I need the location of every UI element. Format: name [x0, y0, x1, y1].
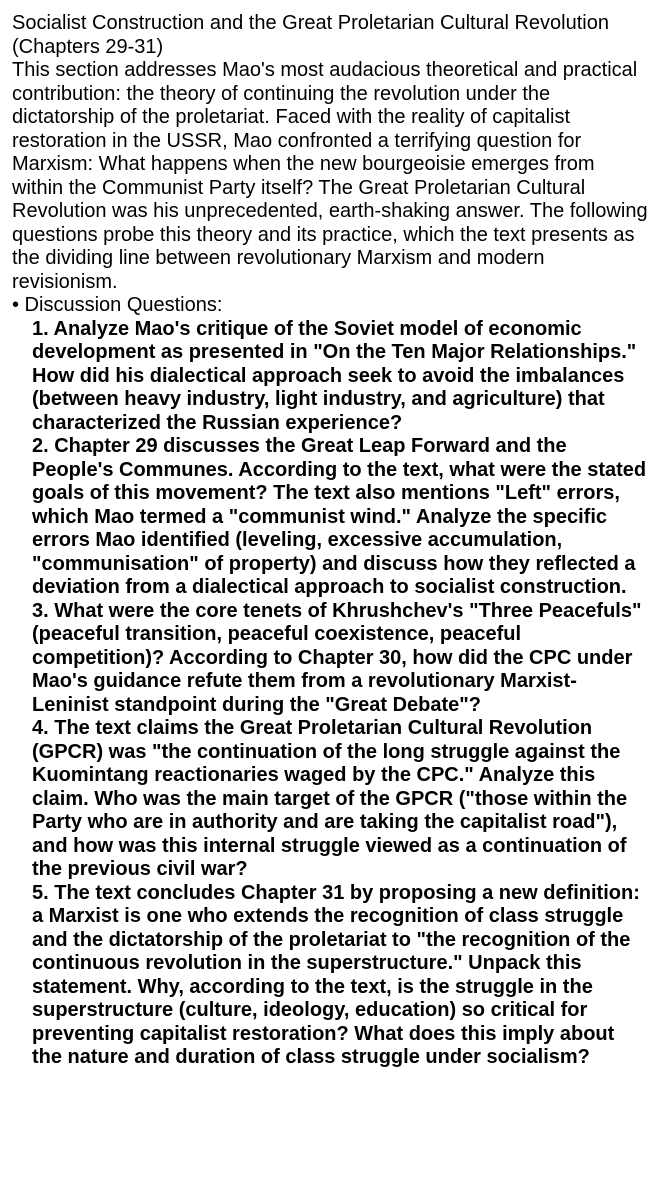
question-item: 5. The text concludes Chapter 31 by proposing a new definition: a Marxist is one who extends the recognition of class struggle and the dictatorship of the proletariat to "the recognition of the continuous revolution in the superstructure." Unpack this statement. Why, according to the text, is the struggle in the superstructure (culture, ideology, education) so critical for preventing capitalist restoration? What does this imply about the nature and duration of class struggle under socialism?: [32, 881, 640, 1068]
intro-paragraph: This section addresses Mao's most audacious theoretical and practical contribution: the theory of continuing the revolution under the dictatorship of the proletariat. Faced with the reality of capitalist restoration in the USSR, Mao confronted a terrifying question for Marxism: What happens when the new bourgeoisie emerges from within the Communist Party itself? The Great Proletarian Cultural Revolution was his unprecedented, earth-shaking answer. The following questions probe this theory and its practice, which the text presents as the dividing line between revolutionary Marxism and modern revisionism.: [12, 59, 648, 293]
section-title: Socialist Construction and the Great Proletarian Cultural Revolution (Chapters 29-31): [12, 12, 609, 58]
questions-heading: • Discussion Questions:: [12, 294, 223, 316]
question-item: 4. The text claims the Great Proletarian Cultural Revolution (GPCR) was "the continuation of the long struggle against the Kuomintang reactionaries waged by the CPC." Analyze this claim. Who was the main target of the GPCR ("those within the Party who are in authority and are taking the capitalist road"), and how was this internal struggle viewed as a continuation of the previous civil war?: [32, 717, 628, 880]
question-item: 3. What were the core tenets of Khrushchev's "Three Peacefuls" (peaceful transition, peaceful coexistence, peaceful competition)? According to Chapter 30, how did the CPC under Mao's guidance refute them from a revolutionary Marxist-Leninist standpoint during the "Great Debate"?: [32, 599, 642, 716]
questions-list: [12, 318, 648, 1070]
question-item: 2. Chapter 29 discusses the Great Leap Forward and the People's Communes. According to the text, what were the stated goals of this movement? The text also mentions "Left" errors, which Mao termed a "communist wind." Analyze the specific errors Mao identified (leveling, excessive accumulation, "communisation" of property) and discuss how they reflected a deviation from a dialectical approach to socialist construction.: [32, 435, 647, 598]
question-item: 1. Analyze Mao's critique of the Soviet model of economic development as presented in "On the Ten Major Relationships." How did his dialectical approach seek to avoid the imbalances (between heavy industry, light industry, and agriculture) that characterized the Russian experience?: [32, 317, 637, 434]
